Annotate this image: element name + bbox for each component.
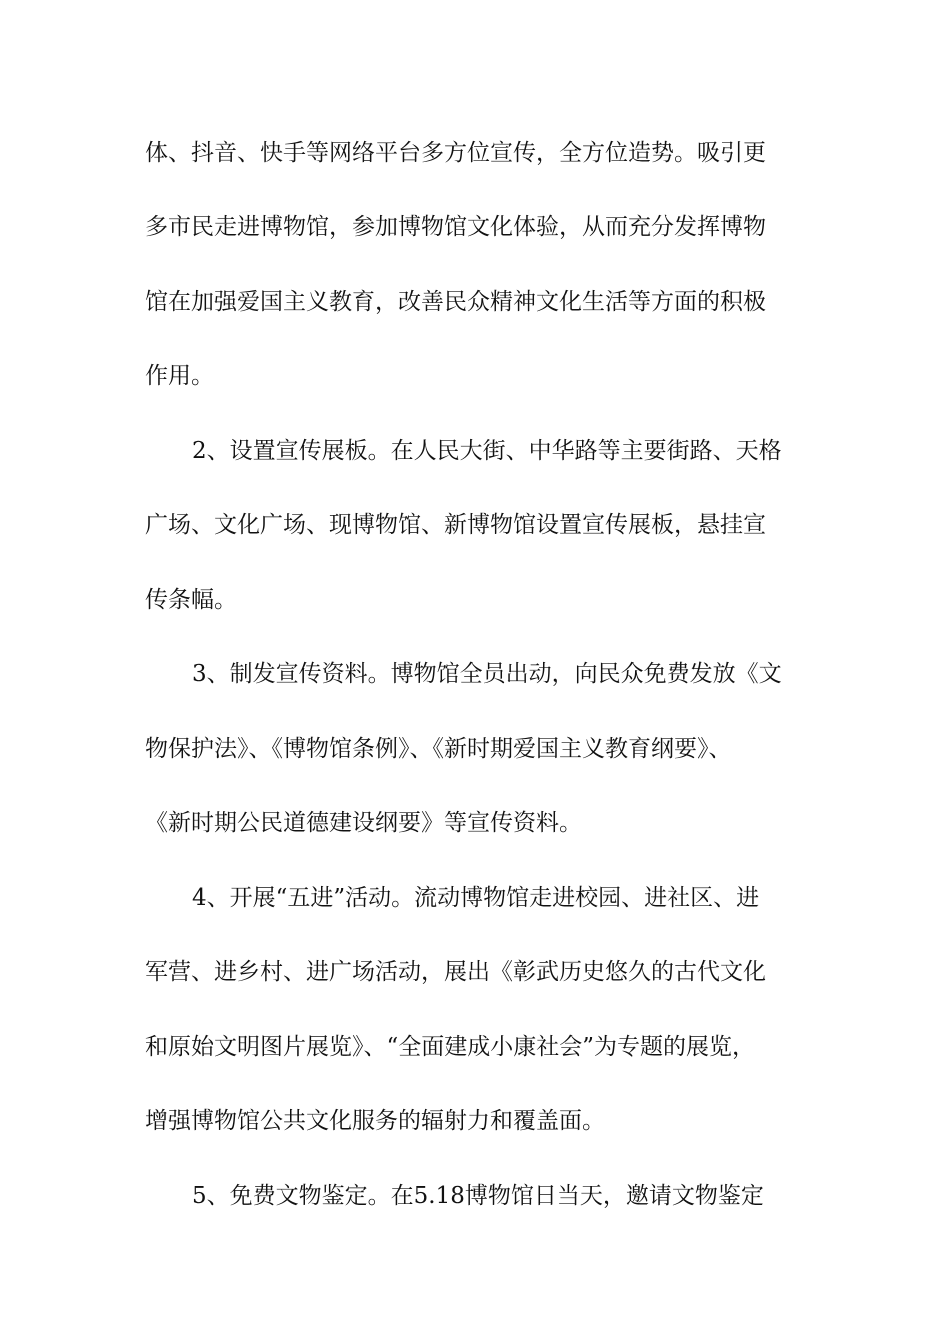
- paragraph-line: 《新时期公民道德建设纲要》等宣传资料。: [145, 810, 582, 836]
- paragraph-line: 作用。: [145, 363, 214, 389]
- paragraph-line: 增强博物馆公共文化服务的辐射力和覆盖面。: [145, 1108, 605, 1134]
- paragraph-line: 物保护法》、《博物馆条例》、《新时期爱国主义教育纲要》、: [145, 736, 732, 762]
- paragraph-line: 传条幅。: [145, 587, 237, 613]
- paragraph-line: 和原始文明图片展览》、“全面建成小康社会”为专题的展览，: [145, 1034, 756, 1060]
- paragraph-line: 馆在加强爱国主义教育，改善民众精神文化生活等方面的积极: [145, 289, 766, 315]
- paragraph-line: 军营、进乡村、进广场活动，展出《彰武历史悠久的古代文化: [145, 959, 766, 985]
- paragraph-line: 4、开展“五进”活动。流动博物馆走进校园、进社区、进: [192, 885, 760, 911]
- paragraph-line: 广场、文化广场、现博物馆、新博物馆设置宣传展板，悬挂宣: [145, 512, 766, 538]
- paragraph-line: 3、制发宣传资料。博物馆全员出动，向民众免费发放《文: [192, 661, 782, 687]
- paragraph-line: 多市民走进博物馆，参加博物馆文化体验，从而充分发挥博物: [145, 214, 766, 240]
- paragraph-line: 体、抖音、快手等网络平台多方位宣传，全方位造势。吸引更: [145, 140, 766, 166]
- paragraph-line: 2、设置宣传展板。在人民大街、中华路等主要街路、天格: [192, 438, 782, 464]
- paragraph-line: 5、免费文物鉴定。在5.18博物馆日当天，邀请文物鉴定: [192, 1183, 764, 1209]
